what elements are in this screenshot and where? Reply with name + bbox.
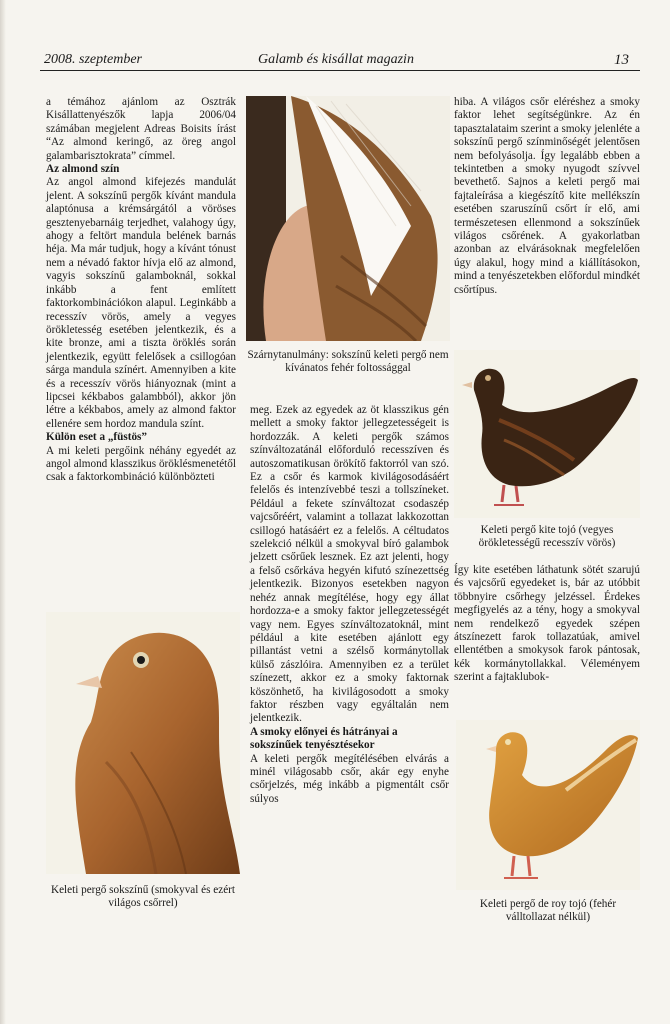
pigeon-head-illustration [46, 612, 240, 874]
column-1 [46, 96, 236, 485]
section-heading-smoky: Külön eset a „füstös” [46, 431, 148, 444]
de-roy-pigeon-illustration [456, 720, 640, 890]
kite-hen-photo [454, 350, 640, 518]
paragraph: A mi keleti pergőink néhány egyedét az angol almond klasszikus öröklésmenetétől csak a faktorkombináció különbözteti [46, 444, 236, 484]
wing-study-photo [246, 96, 450, 341]
paragraph: A keleti pergők megítélésében elvárás a minél világosabb csőr, akár egy enyhe csőrjelzés, még inkább a pigmentált csőr súlyos [250, 752, 449, 805]
column-3-top [454, 96, 640, 297]
header-magazine-title: Galamb és kisállat magazin [258, 52, 414, 67]
header-date: 2008. szeptember [44, 52, 142, 67]
pigeon-head-photo [46, 612, 240, 874]
section-heading-almond: Az almond szín [46, 163, 120, 176]
column-2 [250, 404, 449, 806]
paragraph: a témához ajánlom az Osztrák Kisállattenyészők lapja 2006/04 számában megjelent Adreas Boisits írást “Az almond keringő, az öreg angol galambarisztokrata” címmel. [46, 96, 236, 162]
caption-kite-hen: Keleti pergő kite tojó (vegyes örökletességű recesszív vörös) [478, 524, 616, 550]
kite-pigeon-illustration [454, 350, 640, 518]
paragraph: Így kite esetében láthatunk sötét szarujú és vajcsőrű egyedeket is, bár az utóbbit többnyire csőrhegy jelzéssel. Érdekes megfigyelés az a tény, hogy a smokyval nem rendelkező egyedek szépen átszínezett farok tollazatúak, amivel ellentétben a smokysok farok pántosak, kék kormánytollakkal. Véleményem szerint a fajtaklubok- [454, 564, 640, 684]
column-3-middle [454, 564, 640, 685]
page-number: 13 [614, 52, 629, 68]
caption-head-photo: Keleti pergő sokszínű (smokyval és ezért világos csőrrel) [50, 884, 236, 910]
de-roy-hen-photo [456, 720, 640, 890]
caption-wing-study: Szárnytanulmány: sokszínű keleti pergő nem kívánatos fehér foltossággal [247, 349, 449, 375]
paragraph: meg. Ezek az egyedek az öt klasszikus gén mellett a smoky faktor jellegzetességeit is hordozzák. A keleti pergők számos színváltozatánál előforduló recesszíven és autoszomatikusan örökítő faktorról van szó. Ez a csőr és karmok kivilágosodásáért felelős és intenzívebbé teszi a tollszíneket. Például a fekete színváltozat csodaszép vajcsőréért, valamint a tollazat lakkozottan csillogó hatásáért ez a felelős. A céltudatos szelekció nélkül a smokyval bíró galambok jelzett csőrűek lesznek. Ez azt jelenti, hogy a felső csőrkáva hegyén kifutó színezettség jelentkezik. Bizonyos esetekben nagyon nehéz annak megítélése, hogy egy állat hordozza-e a smoky faktor jellegzetességét vagy nem. Egyes színváltozatoknál, mint például a kite esetében ajánlott egy pillantást vetni a szélső kormánytollak külső zászlóira. Amennyiben ez a terület színezett, akkor ez a smoky faktornak köszönhető, ha kivilágosodott a smoky faktor részben vagy egyáltalán nem jelentkezik. [250, 404, 449, 725]
page-spine-shadow [0, 0, 6, 1024]
header-rule [40, 70, 640, 71]
section-heading-smoky-pros-cons: A smoky előnyei és hátrányai a sokszínűek tenyésztésekor [250, 725, 398, 752]
caption-de-roy-hen: Keleti pergő de roy tojó (fehér válltollazat nélkül) [479, 898, 617, 924]
wing-study-illustration [246, 96, 450, 341]
paragraph: hiba. A világos csőr eléréshez a smoky faktor lehet segítségünkre. Az én tapasztalataim szerint a smoky jelenléte a sokszínű pergő színminőségét jelentősen nem befolyásolja. Így legalább ebben a tekintetben a smoky nyugodt szívvel bevethető. Sajnos a keleti pergő mai fajtaleírása a kiegészítő kite mellékszín esetében szaruszínű csőrt ír elő, ami természetesen ellenmond a sokszínűek világos csőrének. A gyakorlatban azonban az elvárásoknak megfelelően úgy alakul, hogy mind a kiállításokon, mind a tenyészetekben előfordul mindkét csőrtípus. [454, 96, 640, 296]
paragraph: Az angol almond kifejezés mandulát jelent. A sokszínű pergők kívánt mandula alaptónusa a krémsárgától a vöröses gesztenyebarnáig terjedhet, valahogy úgy, ahogy a feltört mandula belének barnás héja. Ma már tudjuk, hogy a kívánt tónust nem a névadó faktor hívja elő az almond, vagyis sokszínű galamboknál, sokkal inkább a fent említett faktorkombinációkon alapul. Leginkább a recesszív vörös, amely a vegyes örökletesség esetében jelentkezik, és a kite bronze, ami a tiszta öröklés során jelentkezik, együtt felelősek a csillogóan sárga mandula színért. Amennyiben a kite és a recesszív vörös hiányoznak (mint a lipcsei kékbabos galambból), akkor jön létre a kékbabos, amely az almond faktor ellenére sem hordoz mandula színt. [46, 176, 236, 430]
